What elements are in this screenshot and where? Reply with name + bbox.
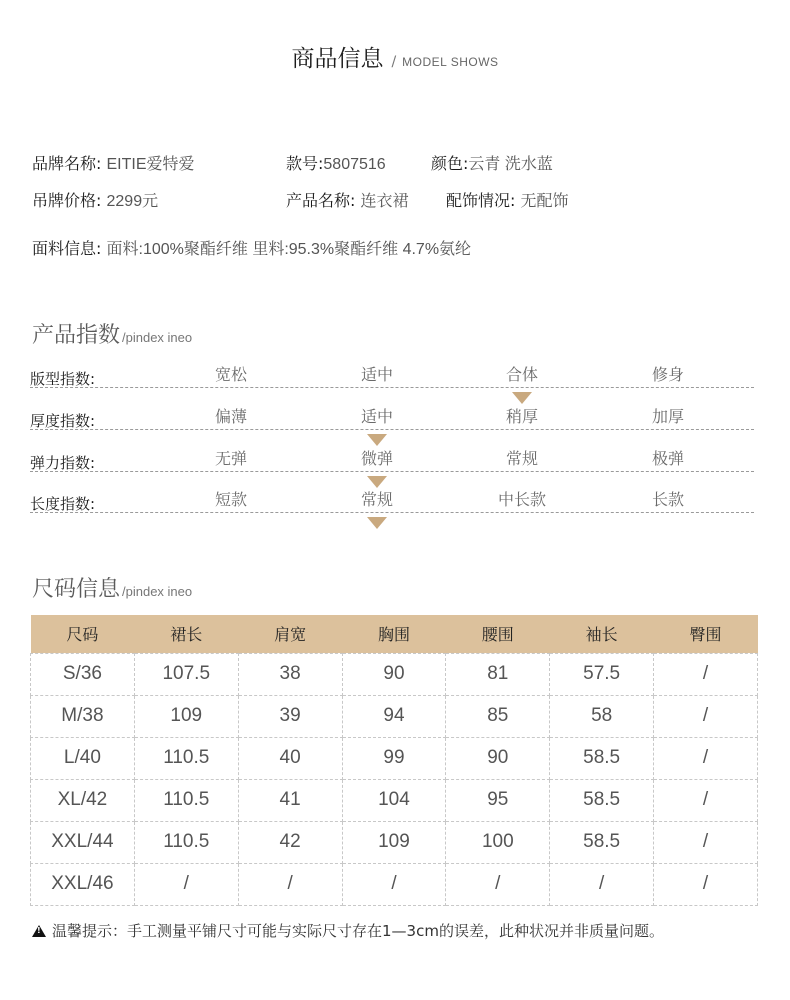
index-option: 修身 xyxy=(651,365,685,384)
table-cell: / xyxy=(550,863,654,905)
table-row xyxy=(31,863,758,905)
table-cell: 109 xyxy=(342,821,446,863)
index-section-title xyxy=(32,318,192,349)
fabric-info xyxy=(32,236,471,259)
size-table-header-cell: 胸围 xyxy=(342,615,446,653)
table-cell: / xyxy=(654,737,758,779)
index-option: 偏薄 xyxy=(214,407,248,426)
size-table-header-cell: 裙长 xyxy=(134,615,238,653)
table-cell: M/38 xyxy=(31,695,135,737)
index-option: 无弹 xyxy=(214,449,248,468)
index-subtitle: /pindex ineo xyxy=(122,330,193,345)
table-cell: 104 xyxy=(342,779,446,821)
index-option: 短款 xyxy=(214,490,248,509)
price-label: 吊牌价格: xyxy=(32,191,102,210)
table-cell: 85 xyxy=(446,695,550,737)
sku-info xyxy=(286,151,386,174)
fabric-value: 面料:100%聚酯纤维 里料:95.3%聚酯纤维 4.7%氨纶 xyxy=(106,241,472,258)
page-title: 商品信息 xyxy=(291,46,384,72)
brand-info xyxy=(32,151,195,174)
table-cell: XXL/46 xyxy=(31,863,135,905)
table-cell: / xyxy=(134,863,238,905)
measurement-note xyxy=(32,920,664,941)
table-cell: 109 xyxy=(134,695,238,737)
note-text: 温馨提示：手工测量平铺尺寸可能与实际尺寸存在1—3cm的误差，此种状况并非质量问题。 xyxy=(52,922,664,940)
table-cell: / xyxy=(654,821,758,863)
table-cell: / xyxy=(238,863,342,905)
index-title: 产品指数 xyxy=(32,323,121,348)
table-cell: XXL/44 xyxy=(31,821,135,863)
table-cell: 100 xyxy=(446,821,550,863)
index-option: 合体 xyxy=(505,365,539,384)
table-cell: 58.5 xyxy=(550,821,654,863)
table-cell: 90 xyxy=(342,653,446,695)
product-label: 产品名称: xyxy=(286,191,356,210)
table-cell: / xyxy=(654,863,758,905)
warning-icon xyxy=(32,925,46,937)
index-option: 适中 xyxy=(360,407,394,426)
table-cell: 38 xyxy=(238,653,342,695)
table-cell: L/40 xyxy=(31,737,135,779)
index-row-label: 厚度指数: xyxy=(30,412,96,430)
table-cell: / xyxy=(446,863,550,905)
table-cell: 99 xyxy=(342,737,446,779)
table-cell: 42 xyxy=(238,821,342,863)
brand-value: EITIE爱特爱 xyxy=(106,156,195,173)
selected-marker-icon xyxy=(512,392,532,404)
index-row-label: 长度指数: xyxy=(30,495,96,513)
price-info xyxy=(32,188,158,211)
table-cell: 90 xyxy=(446,737,550,779)
index-option: 常规 xyxy=(505,449,539,468)
size-table-header-cell: 袖长 xyxy=(550,615,654,653)
color-info xyxy=(431,151,553,174)
size-section-title xyxy=(32,572,192,603)
table-cell: 110.5 xyxy=(134,779,238,821)
size-table-body xyxy=(31,653,758,905)
table-cell: 57.5 xyxy=(550,653,654,695)
size-title: 尺码信息 xyxy=(32,577,121,602)
index-option: 适中 xyxy=(360,365,394,384)
table-cell: 95 xyxy=(446,779,550,821)
table-row xyxy=(31,653,758,695)
table-row xyxy=(31,737,758,779)
sku-value: 5807516 xyxy=(323,156,386,173)
table-cell: 39 xyxy=(238,695,342,737)
color-label: 颜色: xyxy=(431,154,469,173)
index-option: 加厚 xyxy=(651,407,685,426)
index-option: 中长款 xyxy=(497,490,547,509)
table-cell: 58.5 xyxy=(550,737,654,779)
selected-marker-icon xyxy=(367,517,387,529)
table-cell: / xyxy=(654,779,758,821)
size-table-header-cell: 肩宽 xyxy=(238,615,342,653)
table-cell: / xyxy=(342,863,446,905)
index-option: 宽松 xyxy=(214,365,248,384)
index-option: 微弹 xyxy=(360,449,394,468)
table-cell: XL/42 xyxy=(31,779,135,821)
index-row xyxy=(30,450,754,472)
product-value: 连衣裙 xyxy=(360,193,409,210)
size-table-header-cell: 腰围 xyxy=(446,615,550,653)
page-header xyxy=(0,40,790,73)
table-cell: 81 xyxy=(446,653,550,695)
table-cell: 94 xyxy=(342,695,446,737)
table-cell: 107.5 xyxy=(134,653,238,695)
color-value: 云青 洗水蓝 xyxy=(468,156,553,173)
index-row-label: 版型指数: xyxy=(30,370,96,388)
sku-label: 款号: xyxy=(286,154,324,173)
product-info xyxy=(286,188,409,211)
accessory-info xyxy=(446,188,569,211)
index-option: 极弹 xyxy=(651,449,685,468)
index-row-label: 弹力指数: xyxy=(30,454,96,472)
table-row xyxy=(31,695,758,737)
index-row xyxy=(30,491,754,513)
title-slash: / xyxy=(391,54,397,70)
fabric-label: 面料信息: xyxy=(32,239,102,258)
table-cell: 58 xyxy=(550,695,654,737)
size-table xyxy=(30,615,758,906)
size-subtitle: /pindex ineo xyxy=(122,584,193,599)
size-table-header-cell: 臀围 xyxy=(654,615,758,653)
table-cell: / xyxy=(654,695,758,737)
table-cell: 41 xyxy=(238,779,342,821)
table-cell: 40 xyxy=(238,737,342,779)
selected-marker-icon xyxy=(367,434,387,446)
accessory-label: 配饰情况: xyxy=(446,191,516,210)
price-value: 2299元 xyxy=(106,193,159,210)
index-row xyxy=(30,366,754,388)
table-cell: 110.5 xyxy=(134,737,238,779)
index-option: 稍厚 xyxy=(505,407,539,426)
table-row xyxy=(31,821,758,863)
accessory-value: 无配饰 xyxy=(520,193,569,210)
table-cell: 110.5 xyxy=(134,821,238,863)
index-option: 常规 xyxy=(360,490,394,509)
page-subtitle: MODEL SHOWS xyxy=(402,55,499,69)
table-cell: / xyxy=(654,653,758,695)
table-cell: 58.5 xyxy=(550,779,654,821)
brand-label: 品牌名称: xyxy=(32,154,102,173)
size-table-header xyxy=(31,615,758,653)
index-row xyxy=(30,408,754,430)
table-cell: S/36 xyxy=(31,653,135,695)
size-table-header-cell: 尺码 xyxy=(31,615,135,653)
index-option: 长款 xyxy=(651,490,685,509)
table-row xyxy=(31,779,758,821)
